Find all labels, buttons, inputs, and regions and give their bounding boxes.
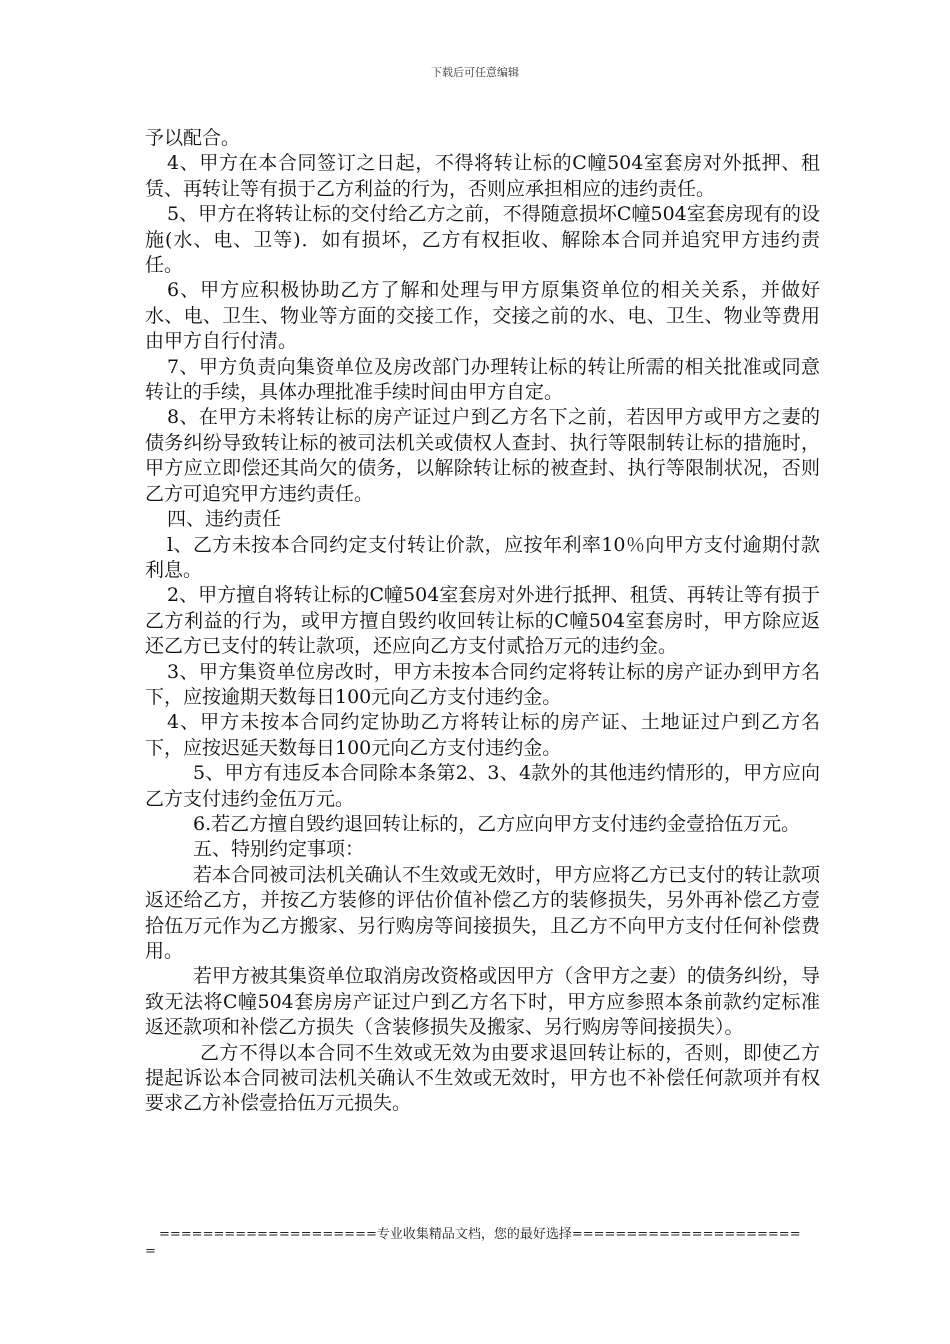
paragraph: 8、在甲方未将转让标的房产证过户到乙方名下之前，若因甲方或甲方之妻的债务纠纷导致转让标的被司法机关或债权人查封、执行等限制转让标的措施时，甲方应立即偿还其尚欠的债务，以解除转让标的被查封、执行等限制状况，否则乙方可追究甲方违约责任。 — [145, 406, 820, 505]
paragraph: 乙方不得以本合同不生效或无效为由要求退回转让标的，否则，即使乙方提起诉讼本合同被司法机关确认不生效或无效时，甲方也不补偿任何款项并有权要求乙方补偿壹拾伍万元损失。 — [145, 1041, 820, 1115]
document-body — [145, 126, 820, 1117]
paragraph: 若甲方被其集资单位取消房改资格或因甲方（含甲方之妻）的债务纠纷，导致无法将C幢504套房房产证过户到乙方名下时，甲方应参照本条前款约定标准返还款项和补偿乙方损失（含装修损失及搬家、另行购房等间接损失）。 — [145, 965, 821, 1039]
paragraph: 若本合同被司法机关确认不生效或无效时，甲方应将乙方已支付的转让款项返还给乙方，并按乙方装修的评估价值补偿乙方的装修损失，另外再补偿乙方壹拾伍万元作为乙方搬家、另行购房等间接损失，且乙方不向甲方支付任何补偿费用。 — [145, 863, 821, 962]
paragraph: 四、违约责任 — [167, 508, 282, 531]
page-footer — [145, 1226, 820, 1260]
paragraph: 6、甲方应积极协助乙方了解和处理与甲方原集资单位的相关关系，并做好水、电、卫生、物业等方面的交接工作，交接之前的水、电、卫生、物业等费用由甲方自行付清。 — [145, 279, 820, 353]
footer-line: ====================专业收集精品文档，您的最好选择===================== — [159, 1227, 801, 1242]
paragraph: 5、甲方在将转让标的交付给乙方之前，不得随意损坏C幢504室套房现有的设施(水、电、卫等)．如有损坏，乙方有权拒收、解除本合同并追究甲方违约责任。 — [145, 203, 820, 277]
paragraph: 5、甲方有违反本合同除本条第2、3、4款外的其他违约情形的，甲方应向乙方支付违约金伍万元。 — [145, 762, 820, 810]
paragraph: 4、甲方在本合同签订之日起，不得将转让标的C幢504室套房对外抵押、租赁、再转让等有损于乙方利益的行为，否则应承担相应的违约责任。 — [145, 152, 820, 200]
footer-line-continuation: = — [145, 1244, 156, 1259]
paragraph: 3、甲方集资单位房改时，甲方未按本合同约定将转让标的房产证办到甲方名下，应按逾期天数每日100元向乙方支付违约金。 — [145, 660, 820, 708]
paragraph: 五、特别约定事项： — [193, 838, 365, 861]
paragraph: 4、甲方未按本合同约定协助乙方将转让标的房产证、土地证过户到乙方名下，应按迟延天数每日100元向乙方支付违约金。 — [145, 711, 820, 759]
paragraph: l、乙方未按本合同约定支付转让价款，应按年利率10％向甲方支付逾期付款利息。 — [145, 533, 820, 581]
paragraph: 6.若乙方擅自毁约退回转让标的，乙方应向甲方支付违约金壹拾伍万元。 — [193, 812, 801, 835]
page-header: 下载后可任意编辑 — [431, 66, 519, 79]
paragraph: 7、甲方负责向集资单位及房改部门办理转让标的转让所需的相关批准或同意转让的手续，具体办理批准手续时间由甲方自定。 — [145, 355, 820, 404]
paragraph: 2、甲方擅自将转让标的C幢504室套房对外进行抵押、租赁、再转让等有损于乙方利益的行为，或甲方擅自毁约收回转让标的C幢504室套房时，甲方除应返还乙方已支付的转让款项，还应向乙方支付贰拾万元的违约金。 — [145, 584, 820, 658]
paragraph: 予以配合。 — [145, 127, 241, 149]
